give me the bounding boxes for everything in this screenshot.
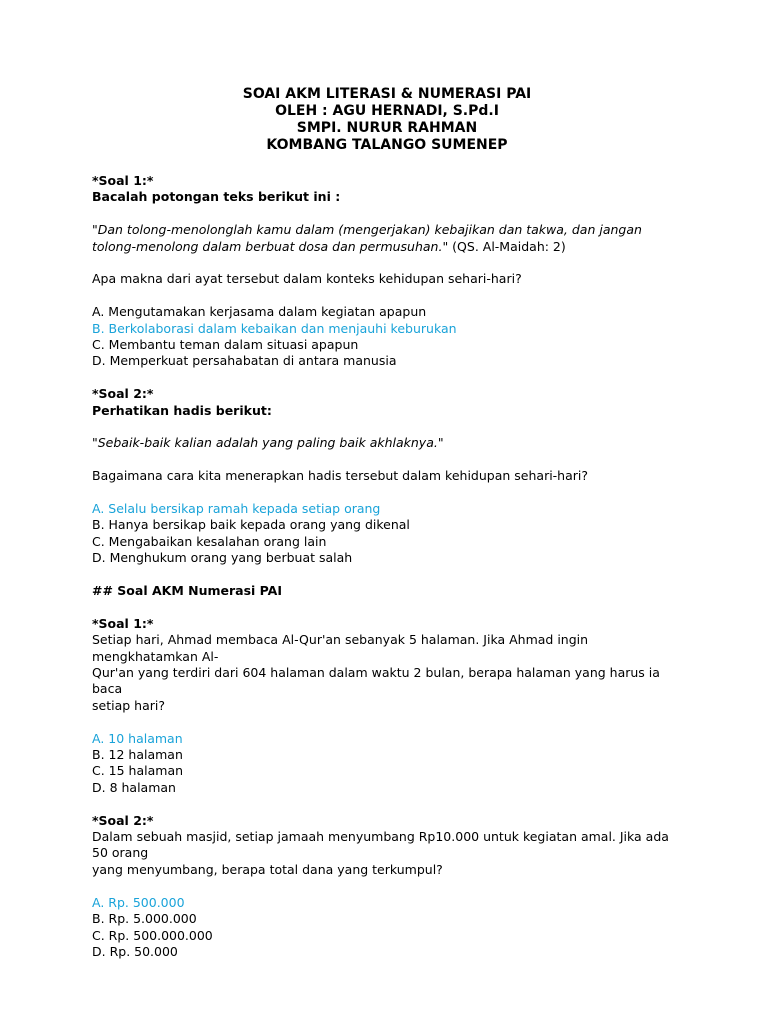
title-line-3: SMPI. NURUR RAHMAN [296,120,478,136]
title-line-2: OLEH : AGU HERNADI, S.Pd.I [275,103,499,119]
soal-question-line-3: setiap hari? [92,697,165,713]
soal-label: *Soal 1:* [92,615,154,631]
soal-question: Apa makna dari ayat tersebut dalam konteks kehidupan sehari-hari? [92,271,522,287]
soal-instruction: Perhatikan hadis berikut: [92,402,272,418]
option-a-correct: A. Rp. 500.000 [92,894,185,910]
option-b: B. Rp. 5.000.000 [92,911,197,927]
option-d: D. Rp. 50.000 [92,943,178,959]
option-d: D. Memperkuat persahabatan di antara manusia [92,353,397,369]
soal-question-line-2: Qur'an yang terdiri dari 604 halaman dalam waktu 2 bulan, berapa halaman yang harus ia baca [92,665,664,697]
soal-question: Bagaimana cara kita menerapkan hadis tersebut dalam kehidupan sehari-hari? [92,468,589,484]
numerasi-soal-1 [92,616,682,796]
option-a: A. Mengutamakan kerjasama dalam kegiatan apapun [92,304,427,320]
soal-label: *Soal 2:* [92,812,154,828]
literasi-soal-2 [92,386,682,566]
title-line-4: KOMBANG TALANGO SUMENEP [266,137,508,153]
option-c: C. Mengabaikan kesalahan orang lain [92,533,327,549]
option-d: D. 8 halaman [92,779,176,795]
document-page [92,86,682,960]
literasi-soal-1 [92,173,682,370]
option-b-correct: B. Berkolaborasi dalam kebaikan dan menjauhi keburukan [92,320,457,336]
option-b: B. 12 halaman [92,747,183,763]
document-title [92,86,682,154]
soal-question-line-1: Dalam sebuah masjid, setiap jamaah menyumbang Rp10.000 untuk kegiatan amal. Jika ada 50 orang [92,829,673,861]
quote-paragraph [92,222,682,255]
section-heading-numerasi: ## Soal AKM Numerasi PAI [92,583,282,599]
soal-label: *Soal 1:* [92,173,154,188]
soal-question-line-1: Setiap hari, Ahmad membaca Al-Qur'an sebanyak 5 halaman. Jika Ahmad ingin mengkhatamkan Al- [92,632,593,664]
soal-instruction: Bacalah potongan teks berikut ini : [92,189,341,205]
quote-text: "Dan tolong-menolonglah kamu dalam (mengerjakan) kebajikan dan takwa, dan jangan tolong-menolong dalam berbuat dosa dan permusuhan." [92,222,646,254]
option-c: C. 15 halaman [92,763,184,779]
soal-question-line-2: yang menyumbang, berapa total dana yang terkumpul? [92,861,443,877]
quote-text: "Sebaik-baik kalian adalah yang paling baik akhlaknya." [92,435,444,451]
option-d: D. Menghukum orang yang berbuat salah [92,550,353,566]
numerasi-soal-2 [92,813,682,961]
option-c: C. Rp. 500.000.000 [92,927,213,943]
option-a-correct: A. 10 halaman [92,730,183,746]
option-a-correct: A. Selalu bersikap ramah kepada setiap orang [92,501,381,517]
option-c: C. Membantu teman dalam situasi apapun [92,337,359,353]
option-b: B. Hanya bersikap baik kepada orang yang dikenal [92,517,410,533]
quote-source: (QS. Al-Maidah: 2) [448,238,566,254]
soal-label: *Soal 2:* [92,386,154,402]
title-line-1: SOAI AKM LITERASI & NUMERASI PAI [242,86,532,102]
